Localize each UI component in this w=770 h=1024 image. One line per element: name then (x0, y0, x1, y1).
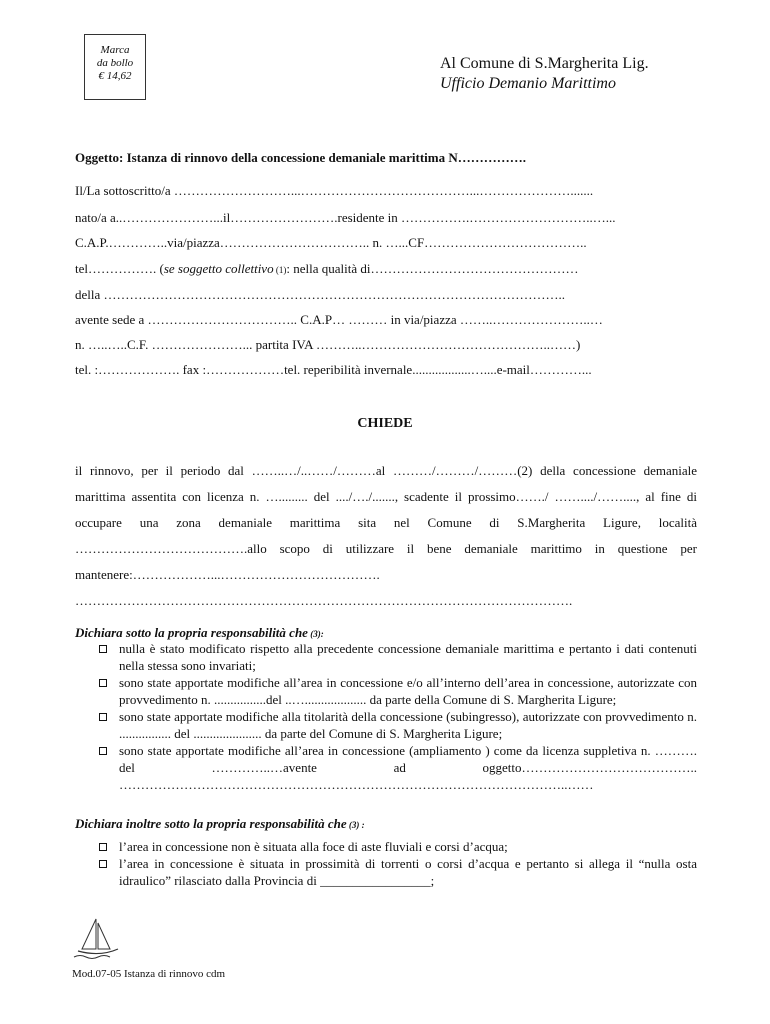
field-text: : nella qualità di………………………………………… (286, 261, 579, 276)
declaration-title (75, 625, 324, 641)
field-line (75, 261, 697, 277)
item-text: sono state apportate modifiche all’area in concessione e/o all’interno dell’area in concessione, autorizzate con provvedimento n. ................del ..…................... da parte della Comune di S. Margherita Ligure; (119, 675, 697, 707)
addressee (440, 54, 649, 94)
addressee-line: Al Comune di S.Margherita Lig. (440, 55, 649, 72)
stamp-line: da bollo (96, 57, 134, 69)
declaration-heading: Dichiara inoltre sotto la propria responsabilità che (75, 816, 347, 831)
list-item (75, 742, 697, 793)
stamp-line: € 14,62 (98, 70, 132, 82)
field-line: nato/a a..…………………...il…………………….residente in …………….………………………..…... (75, 210, 616, 225)
list-item (75, 855, 697, 889)
footnote-ref: (1) (273, 265, 287, 275)
field-line: C.A.P.…………..via/piazza…………………………….. n. …...CF……………………………….. (75, 235, 587, 250)
addressee-office: Ufficio Demanio Marittimo (440, 75, 616, 92)
field-line: Il/La sottoscritto/a ………………………...…………………………………...…………………....... (75, 183, 594, 198)
checkbox-icon[interactable] (99, 747, 107, 755)
checkbox-icon[interactable] (99, 843, 107, 851)
subject-line: Oggetto: Istanza di rinnovo della concessione demaniale marittima N……………. (75, 150, 526, 165)
request-title: CHIEDE (357, 416, 413, 431)
footnote-ref: (3) : (346, 820, 365, 830)
item-text: sono state apportate modifiche alla titolarità della concessione (subingresso), autorizzate con provvedimento n. ................ del ..................... da parte del Comune di S. Margherita Ligure; (119, 709, 697, 741)
item-text: nulla è stato modificato rispetto alla precedente concessione demaniale marittima e pertanto i dati contenuti nella stessa sono invariati; (119, 641, 697, 673)
item-text: sono state apportate modifiche all’area in concessione (ampliamento ) come da licenza suppletiva n. ………. del …………..…avente ad oggetto………………………………….. …………………………………………………………………………………………..…… (119, 743, 697, 792)
list-item (75, 838, 697, 855)
field-line: della …………………………………………………………………………………………….. (75, 287, 566, 302)
footnote-ref: (3): (307, 629, 324, 639)
checkbox-icon[interactable] (99, 645, 107, 653)
list-item (75, 674, 697, 708)
checkbox-icon[interactable] (99, 679, 107, 687)
stamp-box (84, 34, 146, 100)
item-text: l’area in concessione è situata in prossimità di torrenti o corsi d’acqua e pertanto si allega il “nulla osta idraulico” rilasciato dalla Provincia di _________________; (119, 856, 697, 888)
footer-code: Mod.07-05 Istanza di rinnovo cdm (72, 968, 226, 980)
request-body: il rinnovo, per il periodo dal ……..…/..……/………al ………/………/………(2) della concessione demaniale marittima assentita con licenza n. …......... del ..../…./......., scadente il prossimo……./ ……..../……...., al fine di occupare una zona demaniale marittima sita nel Comune di S.Margherita Ligure, località ………………………………….allo scopo di utilizzare il bene demaniale marittimo in questione per mantenere:………………...………………………………. ……………………………………………………………………………………………………. (75, 463, 697, 608)
field-line: avente sede a …………………………….. C.A.P… ……… in via/piazza ……..…………………..… (75, 312, 603, 327)
list-item (75, 708, 697, 742)
field-italic: se soggetto collettivo (163, 261, 274, 276)
checkbox-icon[interactable] (99, 860, 107, 868)
checkbox-icon[interactable] (99, 713, 107, 721)
field-line: tel. :………………. fax :………………tel. reperibilità invernale..................…....e-mail…………... (75, 362, 592, 377)
item-text: l’area in concessione non è situata alla foce di aste fluviali e corsi d’acqua; (119, 839, 508, 854)
field-line: n. …..…..C.F. …………………... partita IVA ………..……………………………………..……) (75, 337, 581, 352)
field-text: tel……………. ( (75, 261, 164, 276)
declaration-title (75, 816, 365, 832)
declaration-list (75, 838, 697, 889)
list-item (75, 640, 697, 674)
declaration-heading: Dichiara sotto la propria responsabilità che (75, 625, 308, 640)
declaration-list (75, 640, 697, 793)
stamp-line: Marca (100, 44, 130, 56)
sailboat-logo-icon (70, 915, 130, 963)
